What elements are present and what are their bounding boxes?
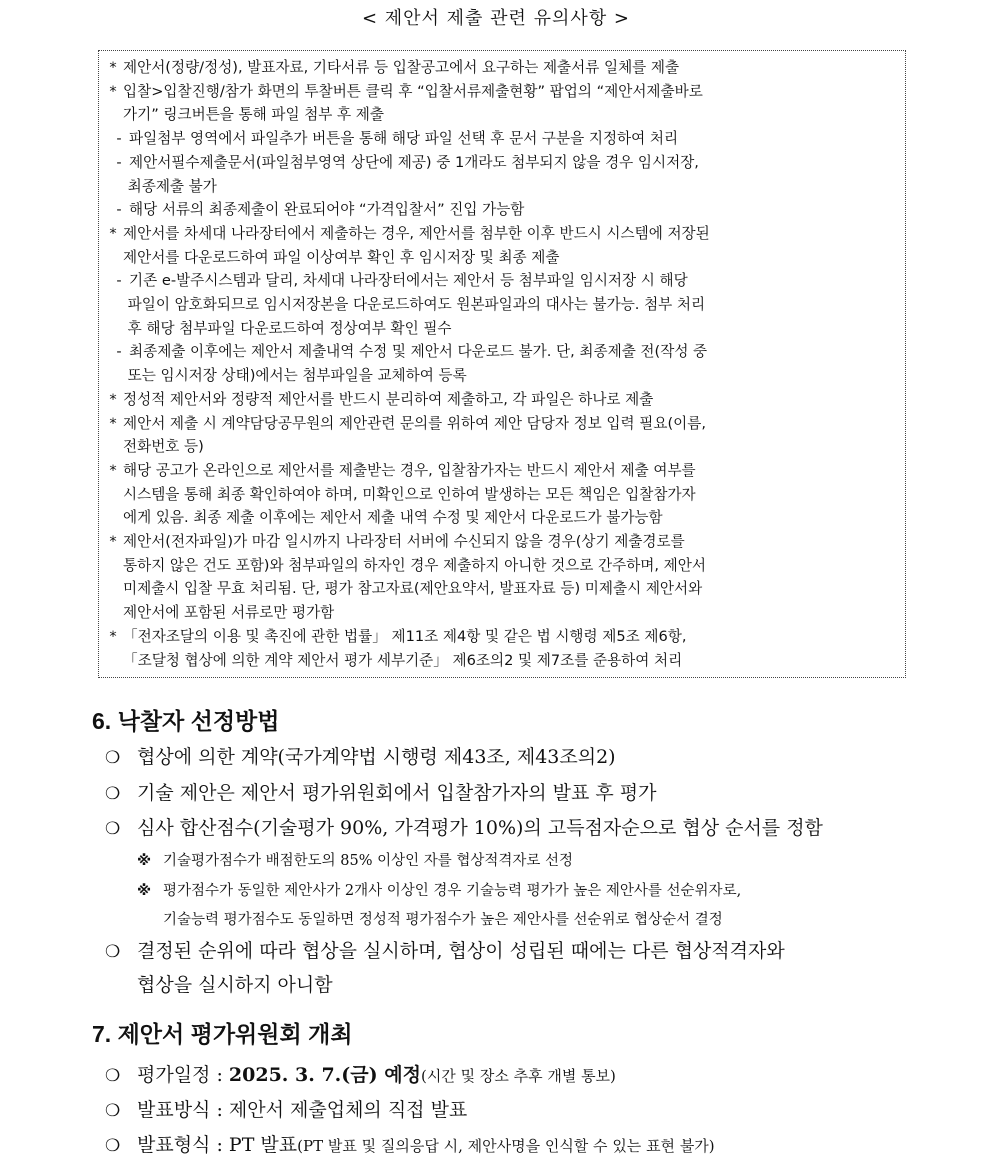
asterisk-bullet-icon: * (109, 59, 117, 76)
notice-box (98, 50, 906, 678)
dash-bullet-icon: - (116, 201, 122, 219)
schedule-date: 2025. 3. 7.(금) 예정 (228, 1064, 421, 1086)
section-6-item-negotiation (105, 935, 915, 968)
notice-line (99, 625, 915, 649)
notice-line (99, 317, 915, 341)
asterisk-bullet-icon: * (109, 627, 117, 645)
notice-line-text: 최종제출 불가 (123, 177, 217, 195)
circle-bullet-icon: ❍ (105, 942, 121, 962)
notice-title: < 제안서 제출 관련 유의사항 > (361, 8, 631, 29)
item-text: 결정된 순위에 따라 협상을 실시하며, 협상이 성립된 때에는 다른 협상적격자와 (137, 940, 785, 962)
notice-line-text: 해당 서류의 최종제출이 완료되어야 “가격입찰서” 진입 가능함 (129, 201, 525, 219)
notice-line-text: 입찰>입찰진행/참가 화면의 투찰버튼 클릭 후 “입찰서류제출현황” 팝업의 “제안서제출바로 (123, 82, 703, 100)
circle-bullet-icon: ❍ (105, 819, 121, 839)
section-6-heading: 6. 낙찰자 선정방법 (92, 708, 280, 734)
notice-line (99, 412, 915, 436)
schedule-label: 평가일정 : (137, 1064, 229, 1086)
notice-line-text: 제안서를 다운로드하여 파일 이상여부 확인 후 임시저장 및 최종 제출 (123, 248, 560, 266)
notice-line (99, 269, 921, 293)
notice-line (99, 601, 915, 625)
section-6-item-negotiation-continued: 협상을 실시하지 아니함 (137, 974, 333, 996)
section-6-item-contract (105, 741, 915, 774)
circle-bullet-icon: ❍ (105, 748, 121, 768)
notice-line-text: 해당 공고가 온라인으로 제안서를 제출받는 경우, 입찰참가자는 반드시 제안서 제출 여부를 (123, 461, 696, 479)
notice-line (99, 649, 915, 673)
notice-line-text: 최종제출 이후에는 제안서 제출내역 수정 및 제안서 다운로드 불가. 단, 최종제출 전(작성 중 (129, 343, 708, 361)
notice-line (99, 103, 915, 127)
notice-line-text: 파일이 암호화되므로 임시저장본을 다운로드하여도 원본파일과의 대사는 불가능. 첨부 처리 (123, 296, 706, 313)
notice-line (99, 530, 915, 554)
notice-line (99, 56, 915, 80)
method-value: 제안서 제출업체의 직접 발표 (228, 1099, 468, 1121)
notice-line (99, 127, 921, 151)
notice-line (99, 435, 915, 459)
note-text: 평가점수가 동일한 제안사가 2개사 이상인 경우 기술능력 평가가 높은 제안사를 선순위자로, (163, 883, 742, 899)
note-qualification (137, 847, 907, 875)
notice-line (99, 554, 915, 578)
notice-line-text: 「전자조달의 이용 및 촉진에 관한 법률」 제11조 제4항 및 같은 법 시행령 제5조 제6항, (123, 627, 687, 645)
notice-line-text: 가기” 링크버튼을 통해 파일 첨부 후 제출 (123, 106, 384, 124)
note-tie-break (137, 877, 907, 905)
notice-line (99, 80, 915, 104)
notice-line (99, 175, 915, 199)
asterisk-bullet-icon: * (109, 224, 117, 242)
method-label: 발표방식 : (137, 1099, 229, 1121)
notice-line-text: 제안서(전자파일)가 마감 일시까지 나라장터 서버에 수신되지 않을 경우(상기 제출경로를 (123, 533, 685, 550)
circle-bullet-icon: ❍ (105, 784, 121, 804)
circle-bullet-icon: ❍ (105, 1101, 121, 1121)
notice-line-text: 파일첨부 영역에서 파일추가 버튼을 통해 해당 파일 선택 후 문서 구분을 지정하여 처리 (129, 130, 679, 148)
notice-line-text: 제안서(정량/정성), 발표자료, 기타서류 등 입찰공고에서 요구하는 제출서류 일체를 제출 (123, 59, 680, 76)
format-value: PT 발표 (228, 1134, 298, 1156)
item-text: 심사 합산점수(기술평가 90%, 가격평가 10%)의 고득점자순으로 협상 순서를 정함 (137, 817, 823, 839)
notice-line-text: 후 해당 첨부파일 다운로드하여 정상여부 확인 필수 (123, 319, 452, 337)
notice-line-text: 미제출시 입찰 무효 처리됨. 단, 평가 참고자료(제안요약서, 발표자료 등) 미제출시 제안서와 (123, 580, 703, 598)
notice-line-text: 정성적 제안서와 정량적 제안서를 반드시 분리하여 제출하고, 각 파일은 하나로 제출 (123, 390, 654, 408)
section-7-item-method (105, 1094, 915, 1127)
notice-line-text: 전화번호 등) (123, 438, 204, 456)
asterisk-bullet-icon: * (109, 414, 117, 432)
notice-line (99, 388, 915, 412)
notice-line (99, 293, 915, 317)
circle-bullet-icon: ❍ (105, 1136, 121, 1156)
notice-line (99, 246, 915, 270)
circle-bullet-icon: ❍ (105, 1066, 121, 1086)
section-7-item-schedule (105, 1059, 915, 1092)
notice-line (99, 577, 915, 601)
notice-line-text: 제안서필수제출문서(파일첨부영역 상단에 제공) 중 1개라도 첨부되지 않을 경우 임시저장, (129, 153, 699, 171)
notice-line-text: 제안서 제출 시 계약담당공무원의 제안관련 문의를 위하여 제안 담당자 정보 입력 필요(이름, (123, 414, 706, 432)
reference-mark-icon: ※ (137, 883, 152, 899)
notice-line (99, 459, 915, 483)
item-text: 협상에 의한 계약(국가계약법 시행령 제43조, 제43조의2) (137, 746, 616, 768)
notice-line-text: 「조달청 협상에 의한 계약 제안서 평가 세부기준」 제6조의2 및 제7조를 준용하여 처리 (123, 651, 683, 669)
section-7-item-format (105, 1129, 915, 1162)
dash-bullet-icon: - (116, 153, 122, 171)
notice-line (99, 198, 921, 222)
section-7-heading: 7. 제안서 평가위원회 개최 (92, 1021, 353, 1047)
section-6-item-score (105, 812, 915, 845)
section-6-item-technical (105, 777, 915, 810)
reference-mark-icon: ※ (137, 853, 152, 869)
notice-line-text: 통하지 않은 건도 포함)와 첨부파일의 하자인 경우 제출하지 아니한 것으로 간주하며, 제안서 (123, 556, 706, 574)
notice-line (99, 340, 921, 364)
asterisk-bullet-icon: * (109, 533, 117, 550)
note-text: 기술평가점수가 배점한도의 85% 이상인 자를 협상적격자로 선정 (163, 853, 574, 869)
notice-line (99, 222, 915, 246)
format-label: 발표형식 : (137, 1134, 229, 1156)
notice-line-text: 시스템을 통해 최종 확인하여야 하며, 미확인으로 인하여 발생하는 모든 책임은 입찰참가자 (123, 485, 696, 503)
notice-line (99, 483, 915, 507)
asterisk-bullet-icon: * (109, 461, 117, 479)
notice-line-text: 또는 임시저장 상태)에서는 첨부파일을 교체하여 등록 (123, 367, 467, 385)
asterisk-bullet-icon: * (109, 82, 117, 100)
notice-line-text: 제안서를 차세대 나라장터에서 제출하는 경우, 제안서를 첨부한 이후 반드시 시스템에 저장된 (123, 224, 710, 242)
notice-line (99, 506, 915, 530)
notice-line-text: 기존 e-발주시스템과 달리, 차세대 나라장터에서는 제안서 등 첨부파일 임시저장 시 해당 (129, 272, 688, 290)
note-tie-break-continued: 기술능력 평가점수도 동일하면 정성적 평가점수가 높은 제안사를 선순위로 협상순서 결정 (163, 912, 723, 928)
schedule-note: (시간 및 장소 추후 개별 통보) (420, 1067, 616, 1085)
item-text: 기술 제안은 제안서 평가위원회에서 입찰참가자의 발표 후 평가 (137, 782, 657, 804)
notice-line-text: 제안서에 포함된 서류로만 평가함 (123, 604, 335, 622)
asterisk-bullet-icon: * (109, 390, 117, 408)
dash-bullet-icon: - (116, 272, 122, 290)
format-note: (PT 발표 및 질의응답 시, 제안사명을 인식할 수 있는 표현 불가) (297, 1137, 715, 1155)
dash-bullet-icon: - (116, 130, 122, 148)
notice-line (99, 151, 921, 175)
dash-bullet-icon: - (116, 343, 122, 361)
notice-line (99, 364, 915, 388)
notice-line-text: 에게 있음. 최종 제출 이후에는 제안서 제출 내역 수정 및 제안서 다운로드가 불가능함 (123, 509, 663, 527)
